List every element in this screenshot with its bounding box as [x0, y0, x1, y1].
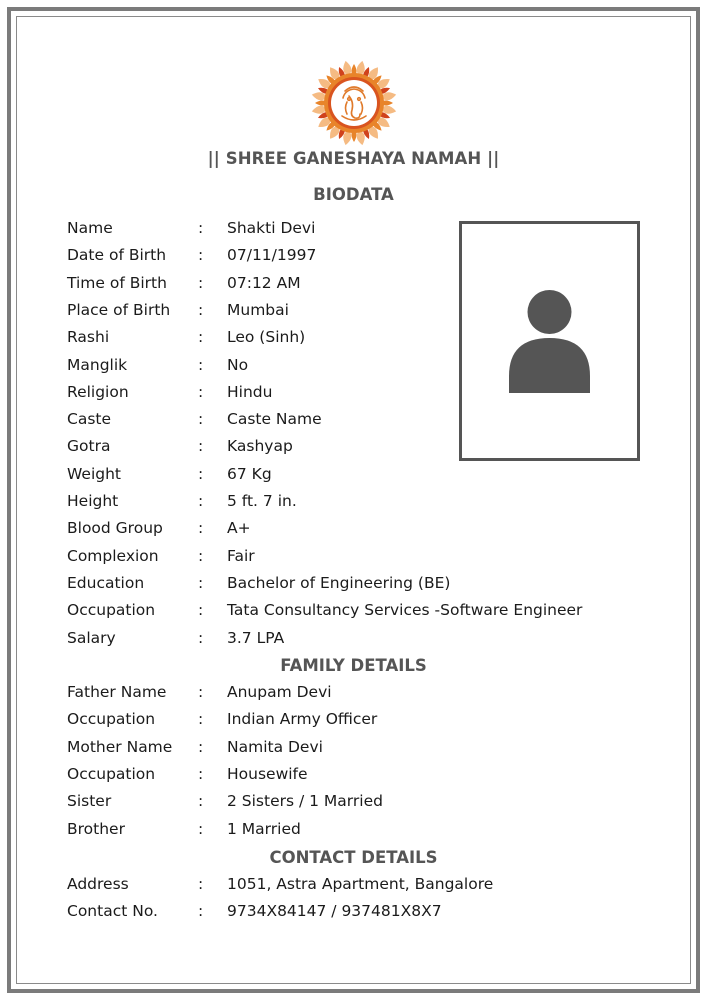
detail-separator: :: [198, 601, 204, 620]
detail-label: Mother Name: [67, 737, 173, 756]
detail-value: Anupam Devi: [227, 683, 332, 701]
detail-value: Tata Consultancy Services -Software Engineer: [227, 601, 583, 620]
detail-separator: :: [198, 573, 204, 592]
detail-label: Father Name: [67, 683, 167, 701]
detail-label: Education: [67, 573, 145, 592]
detail-separator: :: [198, 464, 204, 483]
detail-label: Weight: [67, 464, 122, 483]
detail-separator: :: [198, 410, 204, 429]
detail-value: 5 ft. 7 in.: [227, 492, 297, 510]
detail-label: Height: [67, 492, 119, 510]
detail-label: Caste: [67, 410, 112, 429]
detail-separator: :: [198, 492, 204, 510]
detail-value: 2 Sisters / 1 Married: [227, 792, 383, 811]
detail-separator: :: [198, 437, 204, 456]
detail-separator: :: [198, 355, 204, 374]
detail-separator: :: [198, 875, 204, 893]
detail-separator: :: [198, 710, 204, 729]
detail-label: Salary: [67, 628, 116, 647]
detail-separator: :: [198, 764, 204, 783]
detail-value: Bachelor of Engineering (BE): [227, 573, 451, 592]
contact-details-title: CONTACT DETAILS: [269, 848, 438, 867]
detail-value: Caste Name: [227, 410, 322, 429]
detail-label: Occupation: [67, 764, 156, 783]
person-avatar-icon: [509, 290, 590, 393]
detail-label: Contact No.: [67, 902, 158, 921]
detail-label: Blood Group: [67, 519, 163, 538]
detail-label: Complexion: [67, 546, 159, 565]
ganesha-emblem-icon: [309, 58, 399, 148]
detail-separator: :: [198, 328, 204, 347]
detail-value: 67 Kg: [227, 464, 272, 483]
detail-label: Occupation: [67, 601, 156, 620]
detail-value: A+: [227, 519, 251, 538]
detail-label: Rashi: [67, 328, 110, 347]
detail-separator: :: [198, 737, 204, 756]
detail-label: Brother: [67, 819, 125, 838]
detail-separator: :: [198, 219, 204, 237]
detail-value: 3.7 LPA: [227, 628, 285, 647]
detail-value: 1051, Astra Apartment, Bangalore: [227, 875, 494, 893]
detail-separator: :: [198, 902, 204, 921]
detail-value: Shakti Devi: [227, 219, 316, 237]
detail-separator: :: [198, 246, 204, 265]
detail-label: Address: [67, 875, 129, 893]
detail-value: Namita Devi: [227, 737, 323, 756]
detail-value: Hindu: [227, 382, 273, 401]
profile-photo-placeholder: [459, 221, 640, 461]
detail-value: 9734X84147 / 937481X8X7: [227, 902, 442, 921]
detail-label: Gotra: [67, 437, 111, 456]
detail-label: Manglik: [67, 355, 128, 374]
detail-separator: :: [198, 273, 204, 292]
invocation-heading: || SHREE GANESHAYA NAMAH ||: [207, 149, 500, 168]
detail-separator: :: [198, 546, 204, 565]
detail-value: Mumbai: [227, 300, 289, 319]
detail-separator: :: [198, 683, 204, 701]
detail-separator: :: [198, 819, 204, 838]
detail-label: Place of Birth: [67, 300, 171, 319]
biodata-title: BIODATA: [313, 185, 394, 204]
detail-label: Sister: [67, 792, 112, 811]
detail-value: 07/11/1997: [227, 246, 317, 265]
detail-value: 1 Married: [227, 819, 301, 838]
detail-value: Leo (Sinh): [227, 328, 306, 347]
detail-value: Fair: [227, 546, 255, 565]
detail-label: Name: [67, 219, 113, 237]
detail-separator: :: [198, 382, 204, 401]
detail-label: Religion: [67, 382, 129, 401]
detail-separator: :: [198, 300, 204, 319]
detail-value: No: [227, 355, 249, 374]
detail-label: Occupation: [67, 710, 156, 729]
detail-label: Date of Birth: [67, 246, 167, 265]
detail-value: Housewife: [227, 764, 308, 783]
family-details-title: FAMILY DETAILS: [280, 656, 427, 675]
detail-separator: :: [198, 628, 204, 647]
detail-value: 07:12 AM: [227, 273, 301, 292]
detail-value: Kashyap: [227, 437, 293, 456]
detail-value: Indian Army Officer: [227, 710, 378, 729]
detail-separator: :: [198, 792, 204, 811]
detail-label: Time of Birth: [67, 273, 167, 292]
detail-separator: :: [198, 519, 204, 538]
